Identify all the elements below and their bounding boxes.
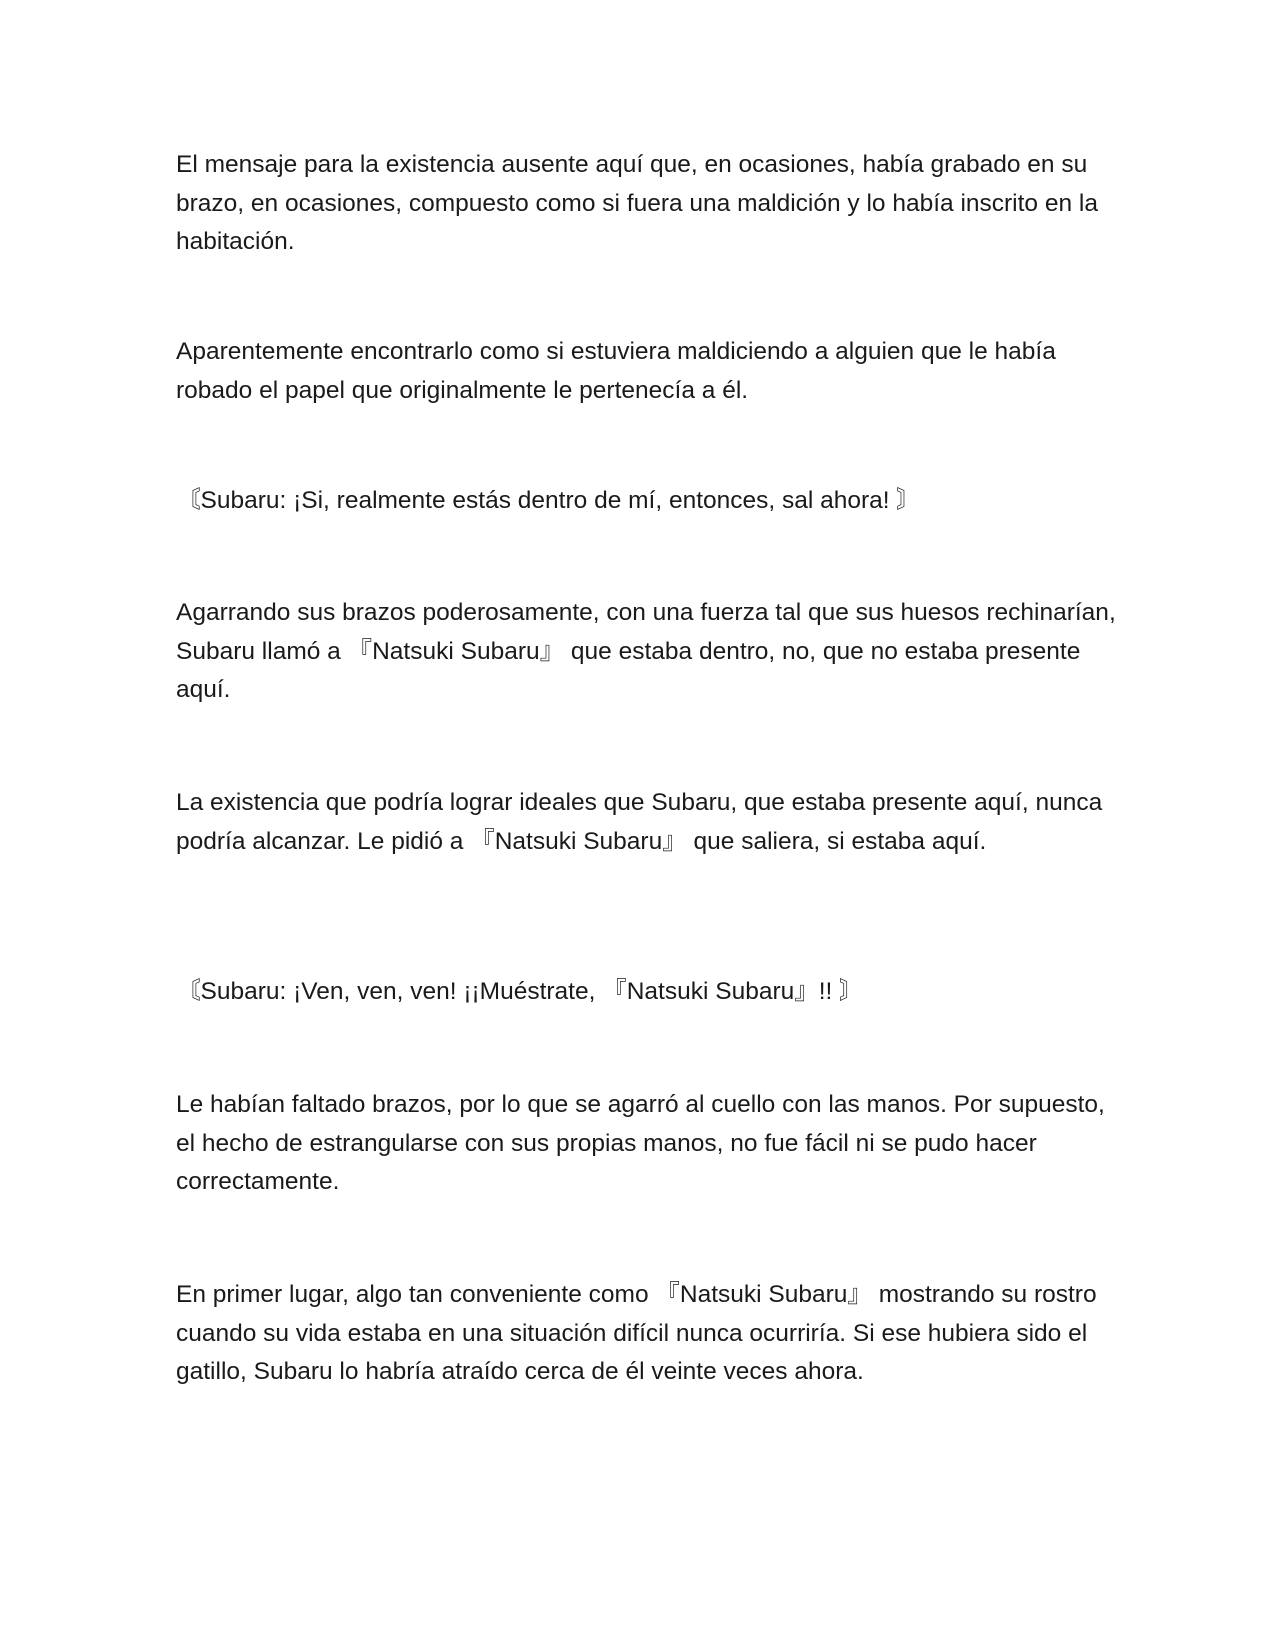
paragraph-5: Le habían faltado brazos, por lo que se agarró al cuello con las manos. Por supuesto, el hecho de estrangularse con sus propias manos, no fue fácil ni se pudo hacer correctamente. [176, 1091, 1105, 1195]
dialogue-line-1: 〘Subaru: ¡Si, realmente estás dentro de mí, entonces, sal ahora! 〙 [176, 487, 921, 514]
paragraph-6: En primer lugar, algo tan conveniente como 『Natsuki Subaru』 mostrando su rostro cuando su vida estaba en una situación difícil nunca ocurriría. Si ese hubiera sido el gatillo, Subaru lo habría atraído cerca de él veinte veces ahora. [176, 1281, 1097, 1385]
paragraph-2: Aparentemente encontrarlo como si estuviera maldiciendo a alguien que le había robado el papel que originalmente le pertenecía a él. [176, 338, 1056, 404]
paragraph-1: El mensaje para la existencia ausente aquí que, en ocasiones, había grabado en su brazo, en ocasiones, compuesto como si fuera una maldición y lo había inscrito en la habitación. [176, 151, 1098, 255]
dialogue-line-2: 〘Subaru: ¡Ven, ven, ven! ¡¡Muéstrate, 『Natsuki Subaru』!! 〙 [176, 978, 864, 1005]
paragraph-4: La existencia que podría lograr ideales que Subaru, que estaba presente aquí, nunca podría alcanzar. Le pidió a 『Natsuki Subaru』 que saliera, si estaba aquí. [176, 789, 1103, 855]
paragraph-3: Agarrando sus brazos poderosamente, con una fuerza tal que sus huesos rechinarían, Subaru llamó a 『Natsuki Subaru』 que estaba dentro, no, que no estaba presente aquí. [176, 599, 1116, 703]
